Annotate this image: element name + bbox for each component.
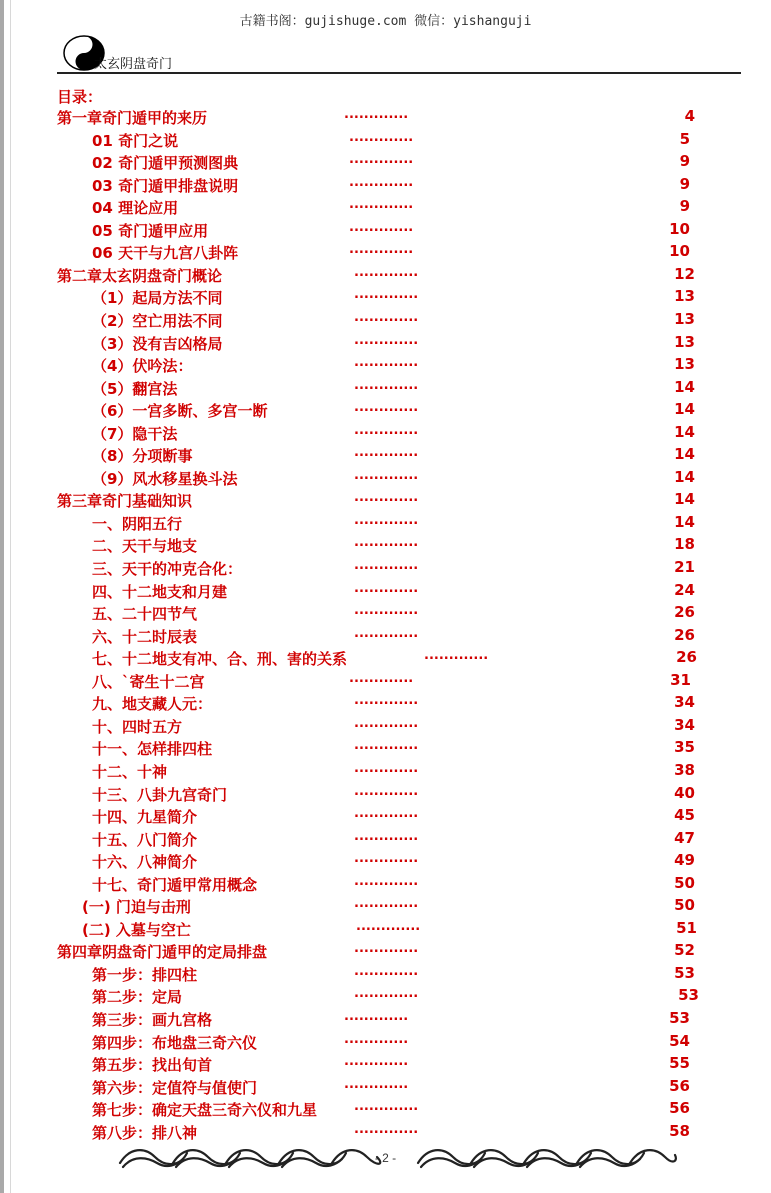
- toc-entry[interactable]: [0, 400, 771, 420]
- toc-entry-page: 13: [674, 355, 695, 374]
- toc-entry-page: 14: [674, 377, 695, 396]
- toc-entry-page: 5: [679, 129, 690, 148]
- toc-leader-dots: .............: [354, 467, 419, 483]
- toc-entry-label: 第三步：画九宫格: [92, 1011, 213, 1029]
- toc-leader-dots: .............: [354, 625, 419, 641]
- toc-entry[interactable]: [0, 242, 771, 262]
- toc-entry-label: 十二、十神: [92, 762, 168, 781]
- toc-leader-dots: .............: [354, 896, 419, 912]
- toc-entry-label: 十五、八门简介: [92, 830, 198, 849]
- toc-entry[interactable]: [0, 468, 771, 488]
- toc-leader-dots: .............: [354, 377, 419, 393]
- toc-leader-dots: .............: [354, 963, 419, 979]
- toc-entry[interactable]: [0, 333, 771, 353]
- toc-leader-dots: .............: [354, 851, 419, 867]
- toc-leader-dots: .............: [349, 174, 414, 190]
- toc-entry-label: 六、十二时辰表: [92, 627, 198, 646]
- toc-entry[interactable]: [0, 130, 771, 150]
- toc-entry[interactable]: [0, 175, 771, 195]
- toc-entry-label: 十一、怎样排四柱: [92, 740, 213, 759]
- toc-entry-page: 21: [674, 558, 695, 576]
- toc-entry[interactable]: [0, 784, 771, 804]
- toc-leader-dots: .............: [354, 445, 419, 461]
- toc-leader-dots: .............: [349, 129, 414, 145]
- toc-leader-dots: .............: [354, 400, 419, 416]
- toc-entry-label: 第二步：定局: [92, 988, 183, 1007]
- toc-leader-dots: .............: [344, 1031, 409, 1047]
- toc-leader-dots: .............: [344, 107, 409, 122]
- toc-entry[interactable]: [0, 1032, 771, 1052]
- toc-entry[interactable]: [0, 490, 771, 510]
- toc-leader-dots: .............: [354, 603, 419, 619]
- toc-entry-label: 06 天干与九宫八卦阵: [92, 244, 239, 263]
- toc-entry-label: 03 奇门遁甲排盘说明: [92, 176, 239, 195]
- toc-leader-dots: .............: [344, 1076, 409, 1092]
- toc-leader-dots: .............: [354, 783, 419, 799]
- toc-entry[interactable]: [0, 152, 771, 172]
- toc-leader-dots: .............: [354, 355, 419, 371]
- toc-entry[interactable]: [0, 738, 771, 758]
- toc-entry[interactable]: [0, 265, 771, 285]
- toc-entry-label: （4）伏吟法：: [92, 357, 193, 376]
- header-rule: [57, 72, 741, 74]
- toc-leader-dots: .............: [354, 986, 419, 1002]
- toc-entry[interactable]: [0, 986, 771, 1006]
- toc-entry[interactable]: [0, 626, 771, 646]
- toc-entry-page: 4: [684, 107, 695, 125]
- toc-entry-page: 35: [674, 738, 695, 757]
- toc-entry-page: 34: [674, 693, 695, 712]
- toc-entry-page: 14: [674, 512, 695, 531]
- toc-entry-label: (一) 门迫与击刑: [82, 898, 191, 917]
- toc-entry[interactable]: [0, 964, 771, 984]
- toc-entry[interactable]: [0, 896, 771, 916]
- toc-entry-page: 54: [669, 1031, 690, 1050]
- toc-entry[interactable]: [0, 558, 771, 578]
- toc-entry-page: 13: [674, 332, 695, 351]
- toc-entry-page: 38: [674, 760, 695, 779]
- toc-entry-page: 50: [674, 896, 695, 915]
- toc-entry-label: 第一章奇门遁甲的来历: [57, 109, 208, 127]
- toc-entry-page: 55: [669, 1054, 690, 1073]
- toc-entry-page: 14: [674, 400, 695, 419]
- toc-entry-page: 13: [674, 287, 695, 306]
- toc-entry-page: 14: [674, 467, 695, 486]
- toc-entry[interactable]: [0, 874, 771, 894]
- toc-entry-label: （7）隐干法: [92, 424, 178, 443]
- toc-entry-page: 12: [674, 264, 695, 283]
- toc-leader-dots: .............: [354, 873, 419, 889]
- toc-entry[interactable]: [0, 355, 771, 375]
- toc-entry[interactable]: [0, 445, 771, 465]
- toc-entry-page: 50: [674, 873, 695, 892]
- toc-entry-label: 十三、八卦九宫奇门: [92, 785, 228, 804]
- toc-entry[interactable]: [0, 693, 771, 713]
- toc-entry-label: （2）空亡用法不同: [92, 311, 223, 330]
- toc-entry-page: 58: [669, 1121, 690, 1140]
- toc-entry-page: 34: [674, 715, 695, 734]
- toc-leader-dots: .............: [354, 828, 419, 844]
- toc-leader-dots: .............: [354, 512, 419, 528]
- toc-entry-page: 10: [669, 242, 690, 261]
- toc-leader-dots: .............: [349, 152, 414, 168]
- toc-entry-label: （9）风水移星换斗法: [92, 469, 238, 488]
- toc-entry[interactable]: [0, 1054, 771, 1074]
- toc-entry[interactable]: [0, 107, 771, 127]
- toc-leader-dots: .............: [354, 558, 419, 573]
- toc-entry[interactable]: [0, 761, 771, 781]
- toc-entry-page: 26: [674, 603, 695, 622]
- toc-entry-page: 9: [679, 197, 690, 216]
- toc-leader-dots: .............: [354, 738, 419, 754]
- toc-entry-label: 第四章阴盘奇门遁甲的定局排盘: [57, 943, 268, 962]
- toc-entry-page: 14: [674, 445, 695, 464]
- toc-entry-label: 02 奇门遁甲预测图典: [92, 154, 239, 173]
- toc-leader-dots: .............: [354, 422, 419, 438]
- toc-leader-dots: .............: [354, 287, 419, 303]
- toc-entry-page: 56: [669, 1076, 690, 1095]
- toc-entry-label: 05 奇门遁甲应用: [92, 221, 209, 240]
- toc-entry-label: 十六、八神简介: [92, 853, 198, 872]
- toc-entry[interactable]: [0, 941, 771, 961]
- toc-entry[interactable]: [0, 1077, 771, 1097]
- toc-entry-label: 二、天干与地支: [92, 537, 198, 556]
- toc-entry-label: 十四、九星简介: [92, 808, 198, 827]
- toc-entry-page: 26: [676, 648, 697, 667]
- toc-leader-dots: .............: [354, 693, 419, 709]
- toc-entry-label: 第一步：排四柱: [92, 965, 198, 984]
- toc-leader-dots: .............: [349, 197, 414, 213]
- toc-entry[interactable]: [0, 829, 771, 849]
- toc-entry-label: 五、二十四节气: [92, 605, 198, 624]
- toc-entry[interactable]: [0, 220, 771, 240]
- toc-leader-dots: .............: [349, 219, 414, 235]
- toc-entry-label: 八、`寄生十二宫: [92, 672, 205, 691]
- toc-entry-page: 51: [676, 918, 697, 937]
- toc-entry-page: 26: [674, 625, 695, 644]
- toc-leader-dots: .............: [354, 332, 419, 348]
- toc-entry-page: 9: [679, 174, 690, 193]
- toc-entry[interactable]: [0, 378, 771, 398]
- toc-entry-label: 三、天干的冲克合化：: [92, 560, 243, 578]
- toc-entry-label: 01 奇门之说: [92, 131, 179, 150]
- toc-entry[interactable]: [0, 851, 771, 871]
- page-number: - 2 -: [374, 1151, 397, 1165]
- site-header: 古籍书阁：gujishuge.com 微信：yishanguji: [239, 14, 532, 29]
- toc-entry-page: 10: [669, 219, 690, 238]
- toc-entry-page: 53: [674, 963, 695, 982]
- toc-heading: 目录：: [57, 88, 103, 106]
- toc-entry[interactable]: [0, 648, 771, 668]
- toc-entry-label: 第六步：定值符与值使门: [92, 1078, 258, 1097]
- toc-entry-page: 49: [674, 851, 695, 870]
- toc-entry-label: 十、四时五方: [92, 717, 183, 736]
- toc-leader-dots: .............: [354, 760, 419, 776]
- toc-entry[interactable]: [0, 535, 771, 555]
- toc-entry-page: 13: [674, 309, 695, 328]
- toc-entry-page: 14: [674, 422, 695, 441]
- toc-leader-dots: .............: [354, 580, 419, 596]
- toc-entry-label: 第七步：确定天盘三奇六仪和九星: [92, 1101, 318, 1120]
- toc-entry[interactable]: [0, 603, 771, 623]
- toc-entry-label: 十七、奇门遁甲常用概念: [92, 875, 258, 894]
- toc-entry[interactable]: [0, 806, 771, 826]
- toc-leader-dots: .............: [354, 941, 419, 957]
- toc-entry[interactable]: [0, 1009, 771, 1029]
- toc-entry-label: （6）一宫多断、多宫一断: [92, 402, 268, 421]
- toc-entry-page: 24: [674, 580, 695, 599]
- toc-leader-dots: .............: [344, 1009, 409, 1024]
- toc-entry[interactable]: [0, 423, 771, 443]
- toc-entry-label: 第八步：排八神: [92, 1123, 198, 1142]
- toc-entry-label: （5）翻宫法: [92, 379, 178, 398]
- toc-entry-label: 04 理论应用: [92, 199, 179, 218]
- toc-entry[interactable]: [0, 919, 771, 939]
- toc-leader-dots: .............: [354, 715, 419, 731]
- toc-entry-label: (二) 入墓与空亡: [82, 920, 191, 939]
- toc-entry-label: 第三章奇门基础知识: [57, 492, 193, 511]
- toc-entry-page: 52: [674, 941, 695, 960]
- toc-entry-label: 四、十二地支和月建: [92, 582, 228, 601]
- toc-entry-page: 14: [674, 490, 695, 509]
- toc-leader-dots: .............: [354, 1099, 419, 1115]
- toc-leader-dots: .............: [354, 309, 419, 325]
- toc-leader-dots: .............: [354, 535, 419, 551]
- toc-entry-page: 40: [674, 783, 695, 802]
- toc-entry-label: 一、阴阳五行: [92, 514, 183, 533]
- toc-entry[interactable]: [0, 716, 771, 736]
- toc-leader-dots: .............: [354, 490, 419, 506]
- toc-entry-page: 53: [669, 1009, 690, 1027]
- toc-entry-page: 45: [674, 806, 695, 825]
- toc-entry-page: 9: [679, 152, 690, 171]
- toc-leader-dots: .............: [354, 806, 419, 822]
- toc-entry[interactable]: [0, 581, 771, 601]
- toc-entry[interactable]: [0, 310, 771, 330]
- toc-entry-page: 56: [669, 1099, 690, 1118]
- toc-leader-dots: .............: [356, 918, 421, 934]
- toc-entry-label: （8）分项断事: [92, 447, 193, 466]
- toc-entry[interactable]: [0, 197, 771, 217]
- toc-entry[interactable]: [0, 1122, 771, 1142]
- toc-entry-label: 九、地支藏人元：: [92, 695, 213, 714]
- toc-entry-label: 第五步：找出旬首: [92, 1056, 213, 1075]
- toc-entry-page: 47: [674, 828, 695, 847]
- toc-entry-page: 31: [670, 670, 691, 689]
- toc-leader-dots: .............: [424, 648, 489, 664]
- toc-entry[interactable]: [0, 671, 771, 691]
- toc-entry-page: 18: [674, 535, 695, 554]
- toc-entry-label: 第四步：布地盘三奇六仪: [92, 1033, 258, 1052]
- toc-leader-dots: .............: [354, 264, 419, 280]
- toc-entry[interactable]: [0, 513, 771, 533]
- toc-leader-dots: .............: [354, 1121, 419, 1137]
- toc-entry-label: 七、十二地支有冲、合、刑、害的关系: [92, 650, 348, 669]
- book-title: 太玄阴盘奇门: [94, 57, 173, 72]
- toc-entry-page: 53: [678, 986, 699, 1005]
- toc-entry-label: （1）起局方法不同: [92, 289, 223, 308]
- toc-entry-label: （3）没有吉凶格局: [92, 334, 223, 353]
- toc-entry[interactable]: [0, 287, 771, 307]
- toc-entry[interactable]: [0, 1099, 771, 1119]
- toc-leader-dots: .............: [349, 242, 414, 258]
- toc-leader-dots: .............: [349, 670, 414, 686]
- toc-entry-label: 第二章太玄阴盘奇门概论: [57, 266, 223, 285]
- toc-leader-dots: .............: [344, 1054, 409, 1070]
